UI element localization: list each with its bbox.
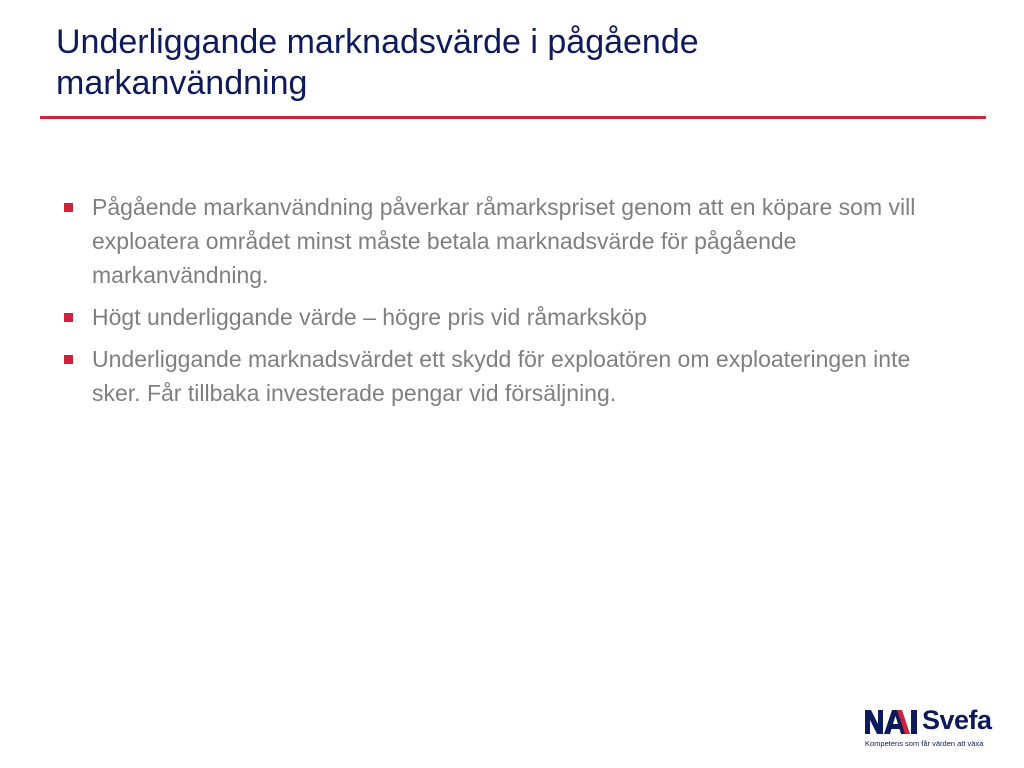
bullet-item [62,190,942,292]
square-bullet-icon [64,203,73,212]
square-bullet-icon [64,355,73,364]
bullet-item [62,342,942,410]
square-bullet-icon [64,313,73,322]
bullet-text: Pågående markanvändning påverkar råmarkspriset genom att en köpare som vill exploatera området minst måste betala marknadsvärde för pågående markanvändning. [92,194,916,288]
nai-svefa-logo [864,705,992,752]
nai-logo-mark [864,706,922,736]
bullet-text: Högt underliggande värde – högre pris vid råmarksköp [92,304,647,330]
logo-tagline: Kompetens som får värden att växa [865,739,984,748]
title-divider [40,116,986,119]
bullet-item [62,300,942,334]
slide-title: Underliggande marknadsvärde i pågående markanvändning [56,23,699,102]
bullet-list [62,190,942,418]
logo-wordmark: Svefa [922,705,992,735]
bullet-text: Underliggande marknadsvärdet ett skydd för exploatören om exploateringen inte sker. Får tillbaka investerade pengar vid försäljning. [92,346,911,406]
